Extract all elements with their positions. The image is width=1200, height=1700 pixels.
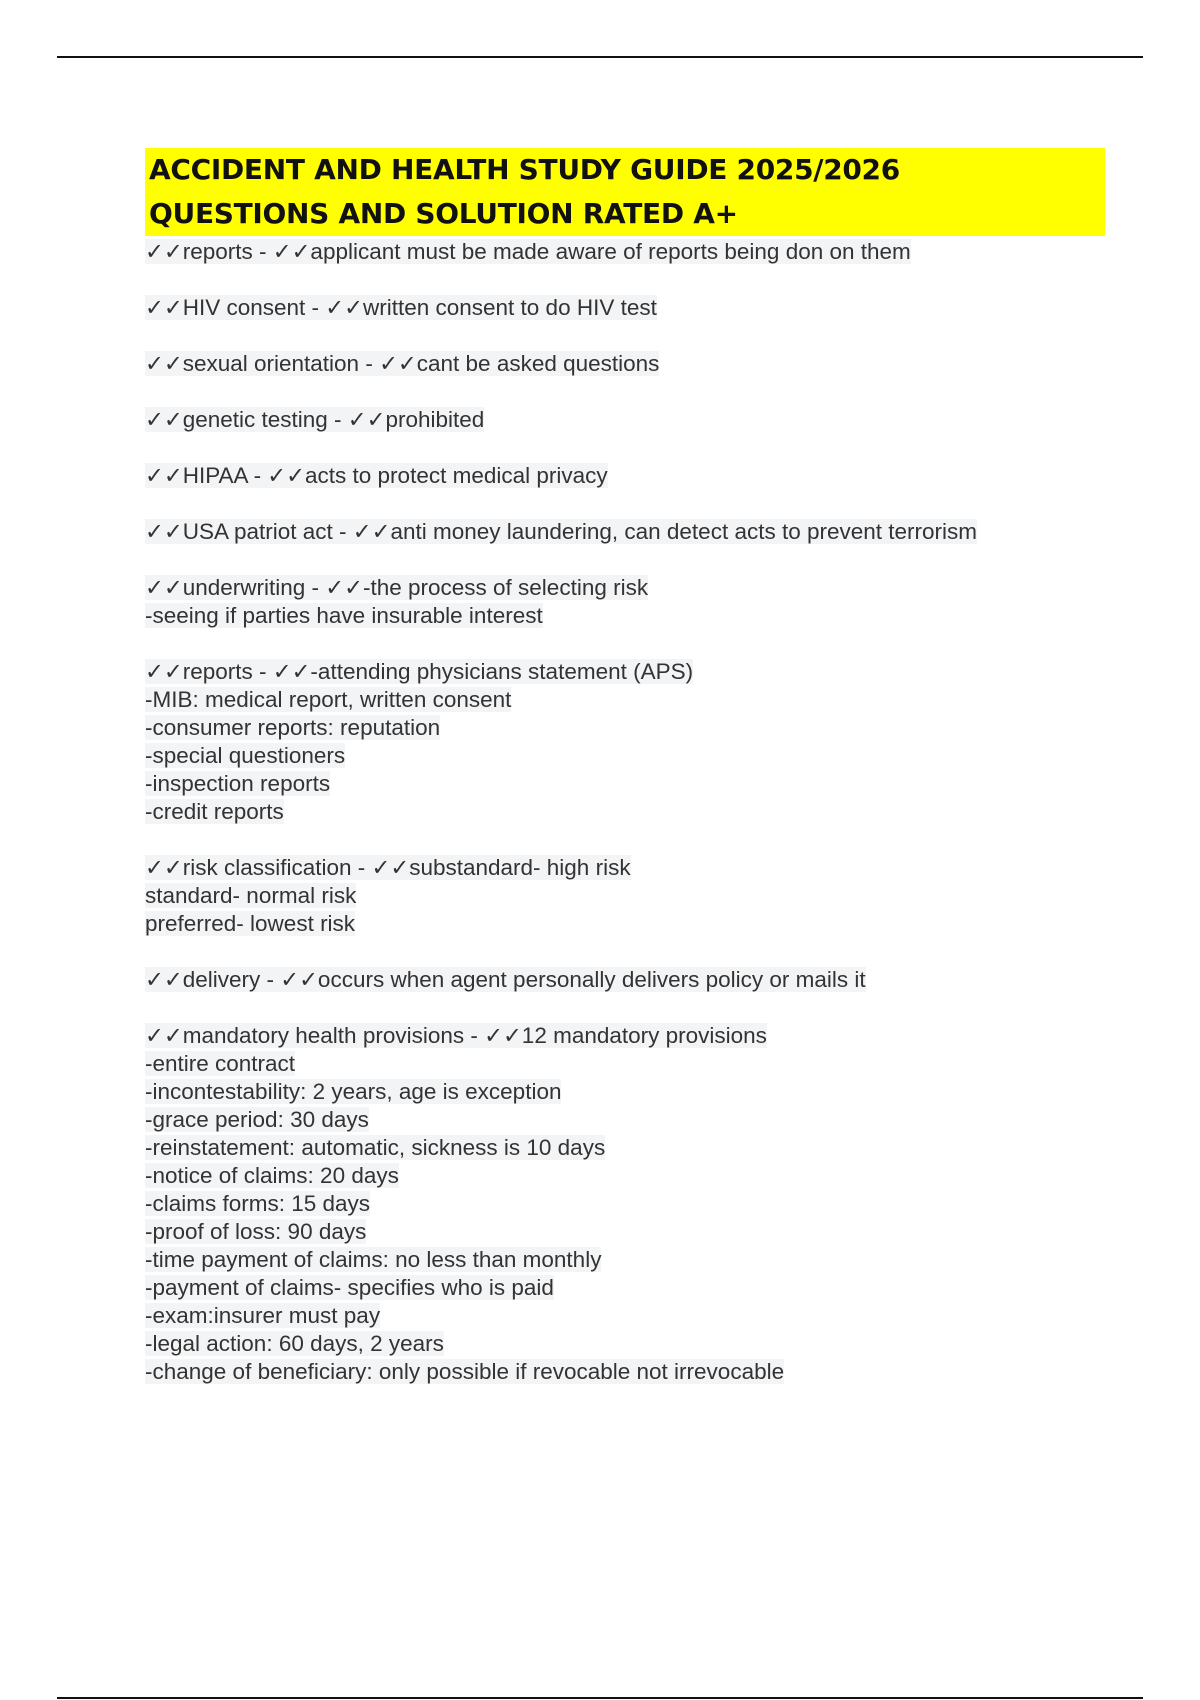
qa-entry <box>145 238 1105 266</box>
qa-line: standard- normal risk <box>145 883 357 908</box>
top-rule <box>57 56 1143 58</box>
qa-line: ✓✓reports - ✓✓-attending physicians statement (APS) <box>145 659 694 684</box>
qa-line: ✓✓underwriting - ✓✓-the process of selecting risk <box>145 575 649 600</box>
qa-line: -credit reports <box>145 799 284 824</box>
qa-line: -incontestability: 2 years, age is exception <box>145 1079 562 1104</box>
qa-entry <box>145 854 1105 938</box>
qa-line: ✓✓HIV consent - ✓✓written consent to do HIV test <box>145 295 657 320</box>
qa-line: -proof of loss: 90 days <box>145 1219 367 1244</box>
qa-entry <box>145 518 1105 546</box>
qa-line: -grace period: 30 days <box>145 1107 369 1132</box>
document-title <box>145 148 1105 236</box>
qa-entry <box>145 966 1105 994</box>
qa-entry <box>145 350 1105 378</box>
qa-entry <box>145 574 1105 630</box>
qa-line: -MIB: medical report, written consent <box>145 687 512 712</box>
qa-line: ✓✓reports - ✓✓applicant must be made aware of reports being don on them <box>145 239 911 264</box>
qa-line: -payment of claims- specifies who is paid <box>145 1275 554 1300</box>
qa-line: -consumer reports: reputation <box>145 715 441 740</box>
qa-line: ✓✓HIPAA - ✓✓acts to protect medical privacy <box>145 463 608 488</box>
qa-line: -exam:insurer must pay <box>145 1303 381 1328</box>
qa-line: -change of beneficiary: only possible if revocable not irrevocable <box>145 1359 785 1384</box>
qa-entry <box>145 294 1105 322</box>
bottom-rule <box>57 1697 1143 1699</box>
qa-line: -entire contract <box>145 1051 296 1076</box>
qa-line: -special questioners <box>145 743 346 768</box>
qa-line: ✓✓risk classification - ✓✓substandard- high risk <box>145 855 631 880</box>
qa-line: preferred- lowest risk <box>145 911 356 936</box>
qa-line: -claims forms: 15 days <box>145 1191 371 1216</box>
qa-line: ✓✓mandatory health provisions - ✓✓12 mandatory provisions <box>145 1023 767 1048</box>
qa-line: ✓✓USA patriot act - ✓✓anti money laundering, can detect acts to prevent terrorism <box>145 519 978 544</box>
qa-line: -legal action: 60 days, 2 years <box>145 1331 444 1356</box>
title-line-1: ACCIDENT AND HEALTH STUDY GUIDE 2025/2026 <box>149 153 900 186</box>
qa-entry <box>145 658 1105 826</box>
qa-entry <box>145 406 1105 434</box>
qa-line: -time payment of claims: no less than monthly <box>145 1247 602 1272</box>
qa-entry <box>145 1022 1105 1386</box>
qa-line: ✓✓genetic testing - ✓✓prohibited <box>145 407 485 432</box>
qa-line: ✓✓delivery - ✓✓occurs when agent personally delivers policy or mails it <box>145 967 866 992</box>
qa-line: ✓✓sexual orientation - ✓✓cant be asked questions <box>145 351 660 376</box>
qa-line: -reinstatement: automatic, sickness is 10 days <box>145 1135 606 1160</box>
document-body <box>145 148 1105 1414</box>
title-line-2: QUESTIONS AND SOLUTION RATED A+ <box>149 197 738 230</box>
qa-line: -inspection reports <box>145 771 331 796</box>
qa-line: -notice of claims: 20 days <box>145 1163 399 1188</box>
qa-entry <box>145 462 1105 490</box>
qa-line: -seeing if parties have insurable interest <box>145 603 543 628</box>
